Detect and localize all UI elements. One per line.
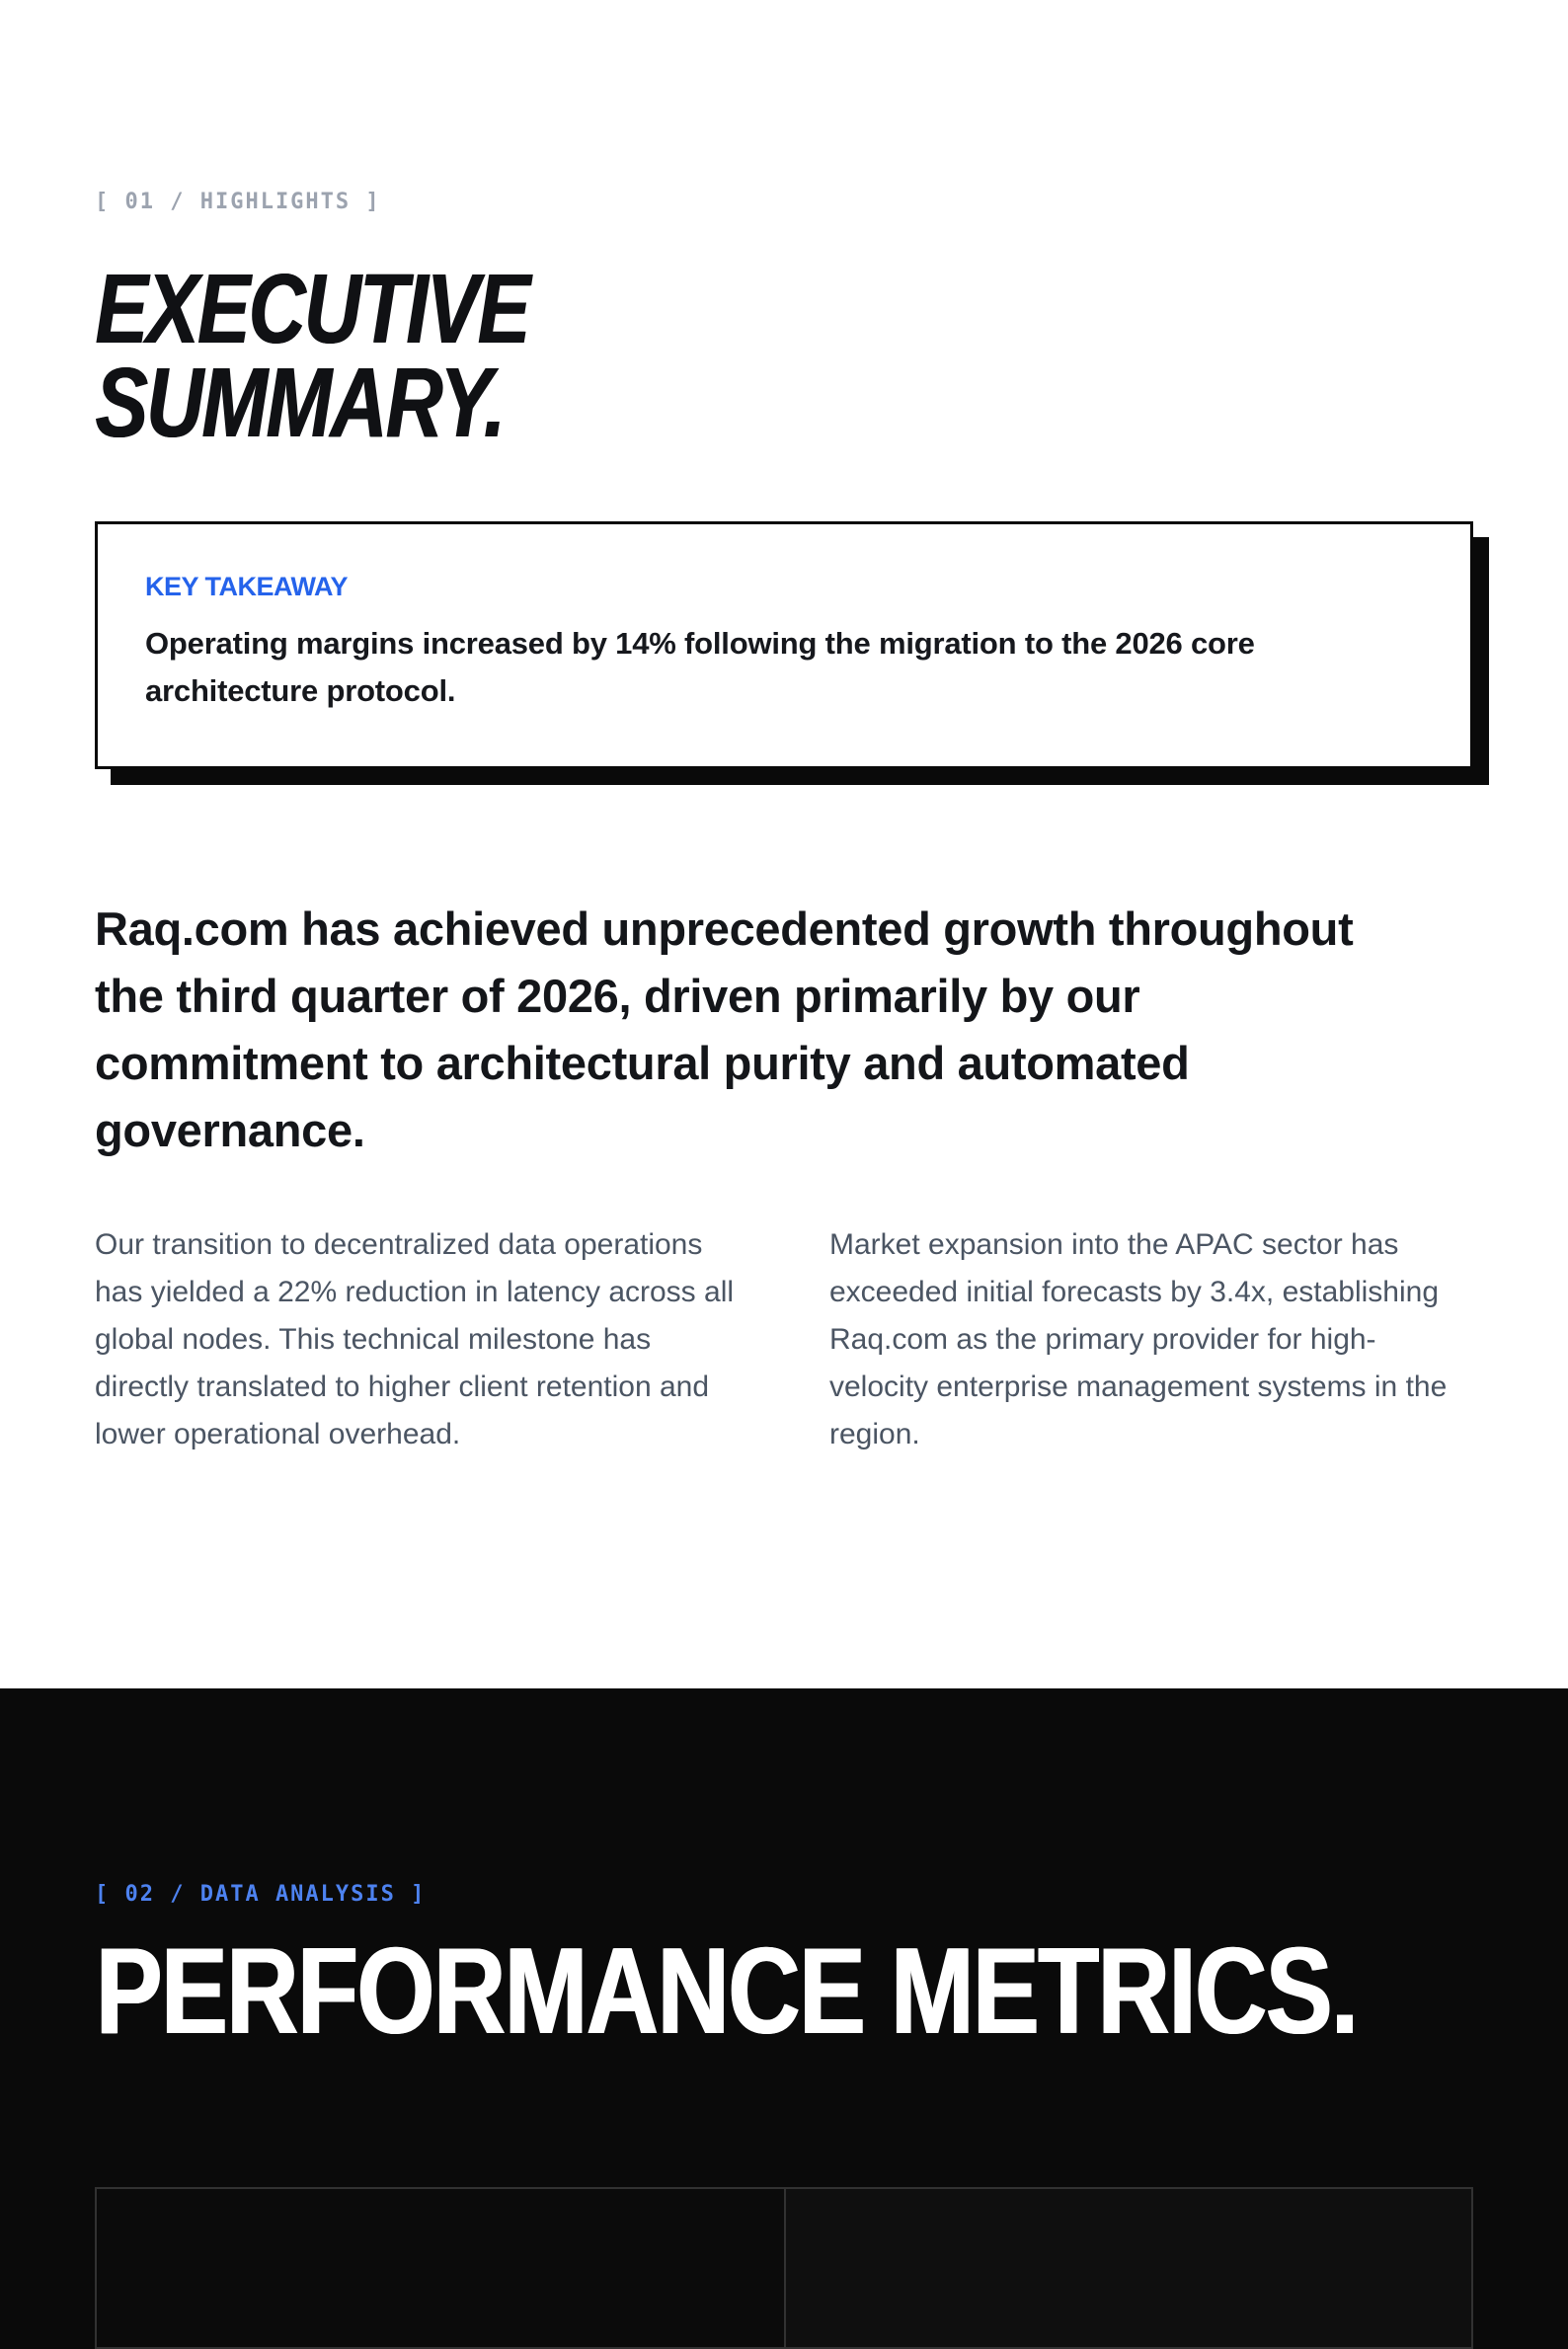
title-line-1: EXECUTIVE [95, 254, 529, 364]
title-line-2: SUMMARY. [95, 348, 504, 458]
key-takeaway-card [95, 521, 1473, 769]
summary-columns [95, 1221, 1473, 1506]
metrics-table-cell [97, 2189, 784, 2347]
metrics-table-cell [784, 2189, 1471, 2347]
section-02-kicker: [ 02 / DATA ANALYSIS ] [95, 1882, 427, 1907]
summary-column-left: Our transition to decentralized data operations has yielded a 22% reduction in latency across all global nodes. This technical milestone has directly translated to higher client retention and lower operational overhead. [95, 1228, 735, 1450]
executive-summary-title [95, 254, 1198, 458]
metrics-table [95, 2187, 1473, 2349]
lead-paragraph: Raq.com has achieved unprecedented growth throughout the third quarter of 2026, driven primarily by our commitment to architectural purity and automated governance. [95, 902, 1354, 1156]
key-takeaway-text: Operating margins increased by 14% following the migration to the 2026 core architecture protocol. [145, 626, 1255, 708]
summary-column-right: Market expansion into the APAC sector has exceeded initial forecasts by 3.4x, establishing Raq.com as the primary provider for high-velocity enterprise management systems in the region. [829, 1228, 1448, 1450]
performance-metrics-title: PERFORMANCE METRICS. [95, 1923, 1357, 2060]
section-performance-metrics [0, 1688, 1568, 2349]
key-takeaway-label: KEY TAKEAWAY [145, 572, 349, 601]
section-01-kicker: [ 01 / HIGHLIGHTS ] [95, 190, 381, 214]
